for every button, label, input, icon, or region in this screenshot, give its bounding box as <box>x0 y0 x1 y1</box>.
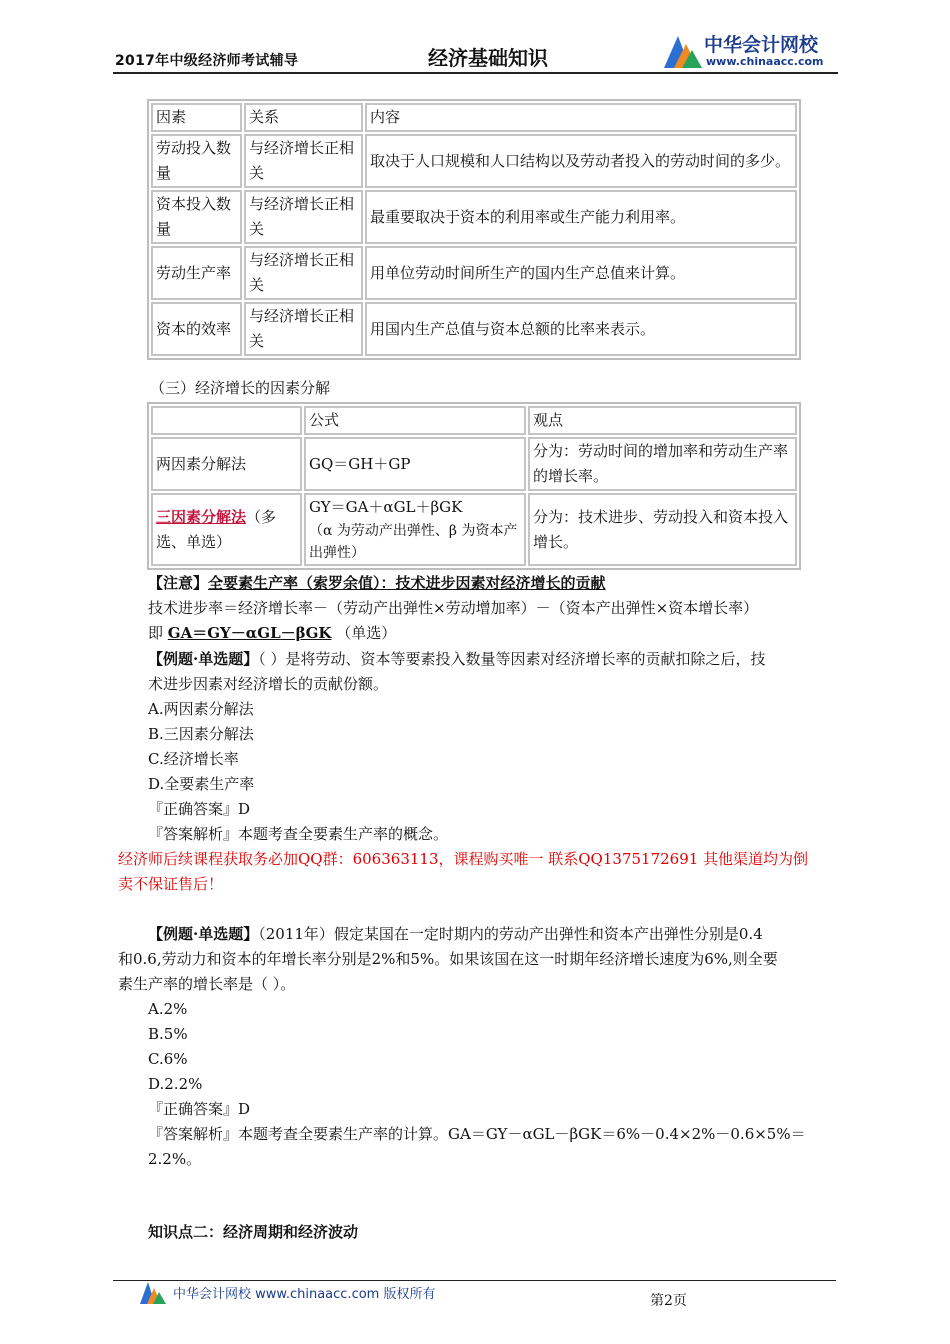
question1-text: （ ）是将劳动、资本等要素投入数量等因素对经济增长率的贡献扣除之后，技 <box>258 650 766 668</box>
logo-url: www.chinaacc.com <box>706 55 824 68</box>
table-header-cell <box>151 406 302 435</box>
table-header-cell: 内容 <box>365 103 797 132</box>
table-header-row <box>151 406 797 435</box>
table-cell: 与经济增长正相关 <box>244 134 363 188</box>
table-header-row <box>151 103 797 132</box>
table-cell: 分为：劳动时间的增加率和劳动生产率的增长率。 <box>528 437 797 491</box>
note-line <box>148 571 606 596</box>
question2-stem-cont: 和0.6,劳动力和资本的年增长率分别是2%和5%。如果该国在这一时期年经济增长速度为6%,则全要 <box>118 950 778 968</box>
table-cell: 与经济增长正相关 <box>244 190 363 244</box>
three-factor-method-link: 三因素分解法 <box>156 507 247 526</box>
table-row <box>151 134 797 188</box>
table-cell: 用国内生产总值与资本总额的比率来表示。 <box>365 302 797 356</box>
knowledge-point-title: 知识点二：经济周期和经济波动 <box>148 1223 359 1241</box>
question1-option: B.三因素分解法 <box>148 725 254 743</box>
logo-name: 中华会计网校 <box>704 34 819 56</box>
note-formula: GA＝GY－αGL－βGK <box>167 624 332 642</box>
header-rule <box>113 72 838 74</box>
question1-label: 【例题·单选题】 <box>148 650 259 668</box>
table-header-cell: 观点 <box>528 406 797 435</box>
question2-label: 【例题·单选题】 <box>148 925 259 943</box>
note-tag: 【注意】 <box>148 574 209 592</box>
table-cell: 最重要取决于资本的利用率或生产能力利用率。 <box>365 190 797 244</box>
table-row <box>151 302 797 356</box>
question1-answer: 『正确答案』D <box>148 800 251 818</box>
note-suffix: （单选） <box>336 624 397 642</box>
question1-option: C.经济增长率 <box>148 750 239 768</box>
table-cell: 与经济增长正相关 <box>244 302 363 356</box>
method-note: （多选、单选） <box>156 507 277 551</box>
question2-option: B.5% <box>148 1025 188 1043</box>
table-cell <box>151 493 302 566</box>
header-exam-title: 2017年中级经济师考试辅导 <box>115 53 299 69</box>
question1-stem <box>148 647 766 672</box>
table-cell <box>304 493 526 566</box>
section-title: （三）经济增长的因素分解 <box>150 379 331 397</box>
table-cell: GQ＝GH＋GP <box>304 437 526 491</box>
page-number: 第2页 <box>650 1293 687 1309</box>
table-cell: 劳动投入数量 <box>151 134 242 188</box>
note-formula-line <box>148 621 396 646</box>
promo-text-cont: 卖不保证售后！ <box>118 875 224 893</box>
table-row <box>151 437 797 491</box>
table-cell: 劳动生产率 <box>151 246 242 300</box>
growth-factors-table <box>147 99 801 360</box>
footer-logo-icon <box>138 1278 170 1306</box>
header-subject-title: 经济基础知识 <box>428 46 548 70</box>
table-row <box>151 493 797 566</box>
footer-copyright: 中华会计网校 www.chinaacc.com 版权所有 <box>173 1287 436 1302</box>
table-header-cell: 关系 <box>244 103 363 132</box>
question1-stem-cont: 术进步因素对经济增长的贡献份额。 <box>148 675 389 693</box>
table-cell: 与经济增长正相关 <box>244 246 363 300</box>
question2-option: D.2.2% <box>148 1075 203 1093</box>
table-cell: 取决于人口规模和人口结构以及劳动者投入的劳动时间的多少。 <box>365 134 797 188</box>
note-text: 全要素生产率（索罗余值）：技术进步因素对经济增长的贡献 <box>208 574 606 592</box>
formula-line: GY＝GA＋αGL＋βGK <box>309 498 463 516</box>
question2-stem-cont: 素生产率的增长率是（ ）。 <box>118 975 296 993</box>
table-cell: 两因素分解法 <box>151 437 302 491</box>
question2-option: A.2% <box>148 1000 188 1018</box>
question2-analysis-cont: 2.2%。 <box>148 1150 202 1168</box>
table-cell: 用单位劳动时间所生产的国内生产总值来计算。 <box>365 246 797 300</box>
question2-analysis: 『答案解析』本题考查全要素生产率的计算。GA＝GY－αGL－βGK＝6%－0.4×2%－0.6×5%＝ <box>148 1125 806 1143</box>
table-header-cell: 公式 <box>304 406 526 435</box>
factor-decomposition-table <box>147 402 801 570</box>
formula-note: （α 为劳动产出弹性、β 为资本产出弹性） <box>309 523 518 561</box>
table-cell: 资本投入数量 <box>151 190 242 244</box>
question2-answer: 『正确答案』D <box>148 1100 251 1118</box>
table-row <box>151 190 797 244</box>
question1-option: A.两因素分解法 <box>148 700 254 718</box>
note-prefix: 即 <box>148 624 164 642</box>
table-row <box>151 246 797 300</box>
question2-option: C.6% <box>148 1050 188 1068</box>
promo-text: 经济师后续课程获取务必加QQ群：606363113，课程购买唯一 联系QQ1375172691 其他渠道均为倒 <box>118 850 809 868</box>
table-cell: 分为：技术进步、劳动投入和资本投入增长。 <box>528 493 797 566</box>
table-header-cell: 因素 <box>151 103 242 132</box>
question1-option: D.全要素生产率 <box>148 775 255 793</box>
note-formula-text: 技术进步率＝经济增长率－（劳动产出弹性×劳动增加率）－（资本产出弹性×资本增长率） <box>148 599 759 617</box>
footer-rule <box>113 1280 836 1281</box>
question2-stem <box>148 922 763 947</box>
question2-text: （2011年）假定某国在一定时期内的劳动产出弹性和资本产出弹性分别是0.4 <box>258 925 763 943</box>
table-cell: 资本的效率 <box>151 302 242 356</box>
question1-analysis: 『答案解析』本题考查全要素生产率的概念。 <box>148 825 449 843</box>
